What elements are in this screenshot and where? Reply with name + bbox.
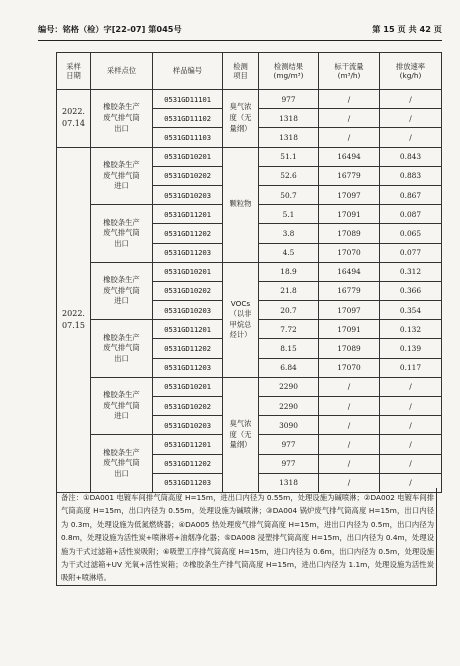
result: 20.7 bbox=[259, 301, 319, 320]
header-rule bbox=[38, 40, 442, 41]
result: 18.9 bbox=[259, 262, 319, 281]
rate: 0.077 bbox=[380, 243, 442, 262]
rate: / bbox=[380, 128, 442, 147]
sample-id: 0531GD11103 bbox=[153, 128, 223, 147]
sampling-location: 橡胶条生产 废气排气筒 出口 bbox=[91, 90, 153, 148]
sample-id: 0531GD10201 bbox=[153, 262, 223, 281]
sample-id: 0531GD10202 bbox=[153, 397, 223, 416]
flow: / bbox=[319, 473, 380, 492]
sampling-location: 橡胶条生产 废气排气筒 进口 bbox=[91, 377, 153, 435]
rate: / bbox=[380, 377, 442, 396]
sample-id: 0531GD11202 bbox=[153, 454, 223, 473]
result: 5.1 bbox=[259, 205, 319, 224]
rate: 0.312 bbox=[380, 262, 442, 281]
header-date: 采样 日期 bbox=[57, 53, 91, 90]
rate: / bbox=[380, 473, 442, 492]
sampling-location: 橡胶条生产 废气排气筒 出口 bbox=[91, 435, 153, 493]
flow: 17097 bbox=[319, 185, 380, 204]
sample-id: 0531GD10203 bbox=[153, 301, 223, 320]
rate: / bbox=[380, 90, 442, 109]
rate: / bbox=[380, 109, 442, 128]
table-row bbox=[57, 377, 442, 396]
flow: 17089 bbox=[319, 224, 380, 243]
rate: 0.354 bbox=[380, 301, 442, 320]
results-table bbox=[56, 52, 442, 493]
flow: 16494 bbox=[319, 262, 380, 281]
document-number: 编号：铭格（检）字[22-07] 第045号 bbox=[38, 24, 182, 34]
sample-date: 2022. 07.14 bbox=[57, 90, 91, 148]
sample-id: 0531GD10203 bbox=[153, 416, 223, 435]
result: 977 bbox=[259, 454, 319, 473]
test-item: 颗粒物 bbox=[223, 147, 259, 262]
sample-id: 0531GD11201 bbox=[153, 435, 223, 454]
rate: 0.065 bbox=[380, 224, 442, 243]
rate: 0.883 bbox=[380, 166, 442, 185]
header-location: 采样点位 bbox=[91, 53, 153, 90]
flow: 16494 bbox=[319, 147, 380, 166]
result: 1318 bbox=[259, 473, 319, 492]
header-rate: 排放速率 (kg/h) bbox=[380, 53, 442, 90]
result: 51.1 bbox=[259, 147, 319, 166]
result: 977 bbox=[259, 90, 319, 109]
sampling-location: 橡胶条生产 废气排气筒 出口 bbox=[91, 205, 153, 263]
sample-id: 0531GD10202 bbox=[153, 281, 223, 300]
flow: 16779 bbox=[319, 166, 380, 185]
sample-id: 0531GD11102 bbox=[153, 109, 223, 128]
result: 2290 bbox=[259, 377, 319, 396]
flow: 17089 bbox=[319, 339, 380, 358]
result: 52.6 bbox=[259, 166, 319, 185]
rate: 0.117 bbox=[380, 358, 442, 377]
sample-id: 0531GD10203 bbox=[153, 185, 223, 204]
sample-id: 0531GD11201 bbox=[153, 320, 223, 339]
test-item: 臭气浓 度（无 量纲） bbox=[223, 377, 259, 492]
remarks: 备注：①DA001 电镀车间排气筒高度 H=15m，进出口内径为 0.55m，处理设施为碱喷淋；②DA002 电镀车间排气筒高度 H=15m，出口内径为 0.55m，处理设施为碱喷淋；③DA004 锅炉废气排气筒高度 H=15m，出口内径为 0.3m，处理设施为低氮燃烧器；④DA005 热处理废气排气筒高度 H=15m，进出口内径为 0.5m，出口内径为 0.8m，处理设施为活性炭+喷淋塔+油烟净化器；⑤DA008 浸塑排气筒高度 H=15m，出口内径为 0.4m，处理设施为干式过滤箱+活性炭吸附；⑥吸塑工序排气筒高度 H=15m，进口内径为 0.6m，出口内径为 0.5m，处理设施为干式过滤箱+UV 光氧+活性炭箱；⑦橡胶条生产排气筒高度 H=15m，进出口内径为 1.1m，处理设施为活性炭吸附+喷淋塔。 bbox=[56, 488, 437, 586]
flow: 17070 bbox=[319, 243, 380, 262]
flow: / bbox=[319, 435, 380, 454]
rate: 0.843 bbox=[380, 147, 442, 166]
rate: 0.867 bbox=[380, 185, 442, 204]
sample-id: 0531GD10202 bbox=[153, 166, 223, 185]
rate: 0.132 bbox=[380, 320, 442, 339]
flow: / bbox=[319, 90, 380, 109]
header-sample-id: 样品编号 bbox=[153, 53, 223, 90]
table-row bbox=[57, 90, 442, 109]
sample-id: 0531GD11202 bbox=[153, 339, 223, 358]
header-item: 检测 项目 bbox=[223, 53, 259, 90]
rate: 0.087 bbox=[380, 205, 442, 224]
result: 1318 bbox=[259, 109, 319, 128]
result: 2290 bbox=[259, 397, 319, 416]
table-header-row bbox=[57, 53, 442, 90]
flow: 17091 bbox=[319, 320, 380, 339]
flow: / bbox=[319, 109, 380, 128]
result: 7.72 bbox=[259, 320, 319, 339]
result: 21.8 bbox=[259, 281, 319, 300]
result: 977 bbox=[259, 435, 319, 454]
result: 3090 bbox=[259, 416, 319, 435]
flow: / bbox=[319, 397, 380, 416]
flow: 16779 bbox=[319, 281, 380, 300]
result: 8.15 bbox=[259, 339, 319, 358]
page-header bbox=[38, 24, 442, 38]
result: 6.84 bbox=[259, 358, 319, 377]
sample-id: 0531GD11203 bbox=[153, 358, 223, 377]
rate: / bbox=[380, 435, 442, 454]
table-row bbox=[57, 262, 442, 281]
rate: / bbox=[380, 416, 442, 435]
flow: / bbox=[319, 416, 380, 435]
flow: / bbox=[319, 454, 380, 473]
sample-id: 0531GD11202 bbox=[153, 224, 223, 243]
sample-id: 0531GD11203 bbox=[153, 243, 223, 262]
table-row bbox=[57, 147, 442, 166]
rate: / bbox=[380, 397, 442, 416]
sample-id: 0531GD11201 bbox=[153, 205, 223, 224]
result: 4.5 bbox=[259, 243, 319, 262]
result: 1318 bbox=[259, 128, 319, 147]
flow: / bbox=[319, 377, 380, 396]
header-result: 检测结果 (mg/m³) bbox=[259, 53, 319, 90]
flow: 17097 bbox=[319, 301, 380, 320]
sample-id: 0531GD10201 bbox=[153, 147, 223, 166]
rate: 0.139 bbox=[380, 339, 442, 358]
sample-id: 0531GD10201 bbox=[153, 377, 223, 396]
header-flow: 标干流量 (m³/h) bbox=[319, 53, 380, 90]
sampling-location: 橡胶条生产 废气排气筒 进口 bbox=[91, 147, 153, 205]
result: 50.7 bbox=[259, 185, 319, 204]
sample-id: 0531GD11101 bbox=[153, 90, 223, 109]
rate: / bbox=[380, 454, 442, 473]
result: 3.8 bbox=[259, 224, 319, 243]
flow: / bbox=[319, 128, 380, 147]
test-item: VOCs （以非 甲烷总 烃计） bbox=[223, 262, 259, 377]
test-item: 臭气浓 度（无 量纲） bbox=[223, 90, 259, 148]
sampling-location: 橡胶条生产 废气排气筒 出口 bbox=[91, 320, 153, 378]
sample-date: 2022. 07.15 bbox=[57, 147, 91, 492]
flow: 17070 bbox=[319, 358, 380, 377]
rate: 0.366 bbox=[380, 281, 442, 300]
sampling-location: 橡胶条生产 废气排气筒 进口 bbox=[91, 262, 153, 320]
sample-id: 0531GD11203 bbox=[153, 473, 223, 492]
page-number: 第 15 页 共 42 页 bbox=[372, 24, 442, 34]
flow: 17091 bbox=[319, 205, 380, 224]
